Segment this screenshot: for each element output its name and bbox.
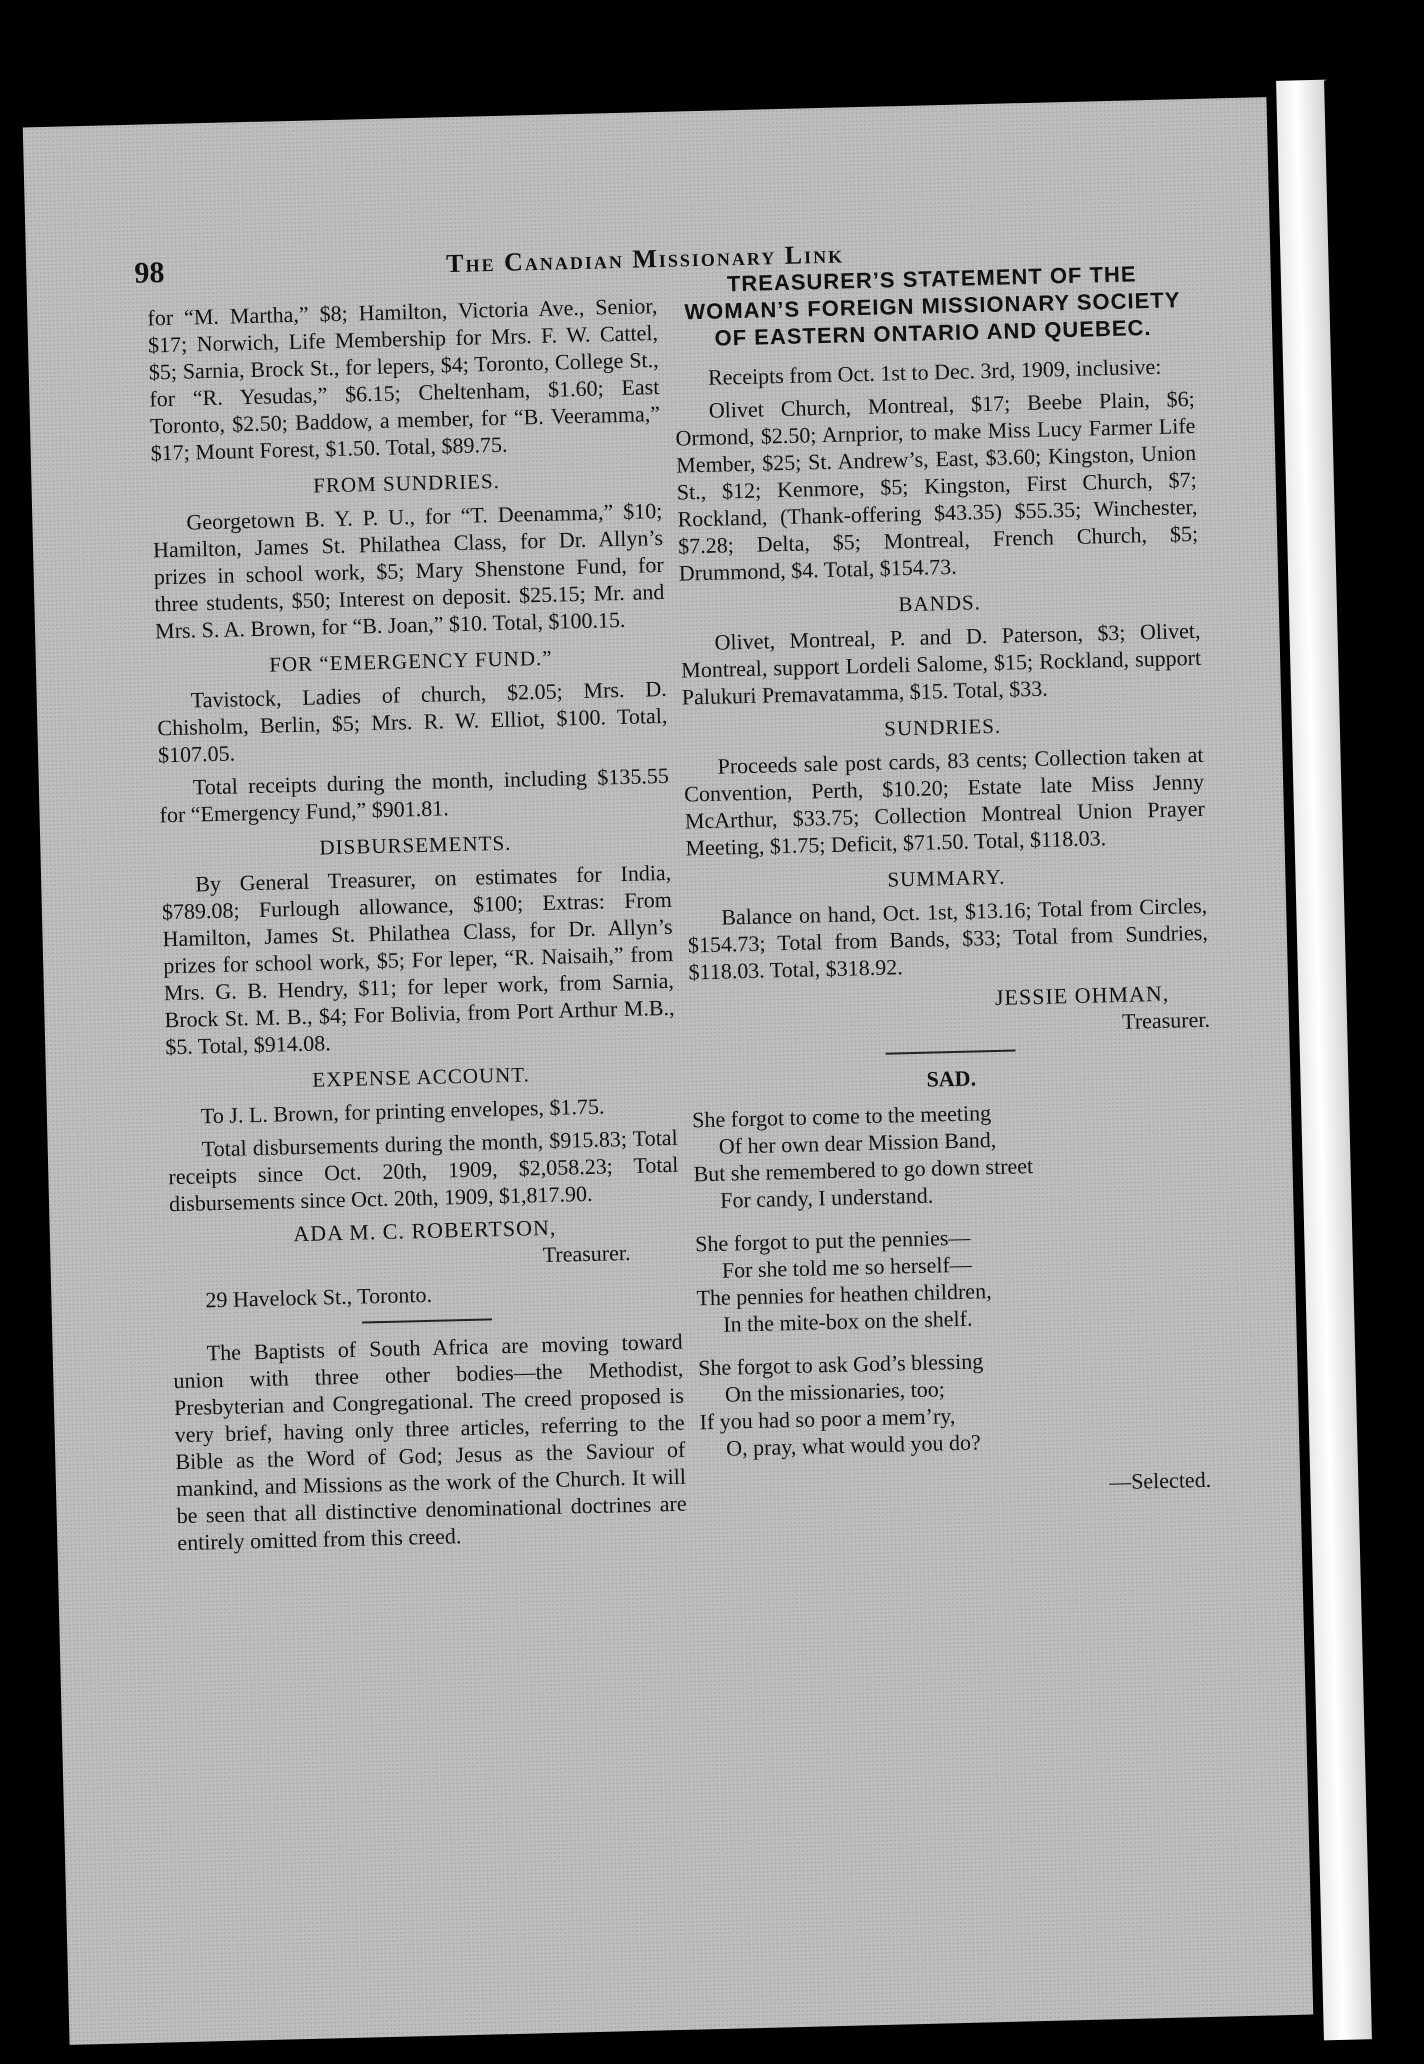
heading-bands: BANDS.	[898, 590, 982, 617]
heading-sundries: SUNDRIES.	[883, 713, 1002, 741]
poem-line: On the missionaries, too;	[724, 1376, 946, 1407]
signature-robertson: ADA M. C. ROBERTSON,	[292, 1214, 557, 1247]
poem-stanza-2	[695, 1218, 1217, 1339]
address: 29 Havelock St., Toronto.	[205, 1281, 433, 1313]
paragraph-disbursements: By General Treasurer, on estimates for India, $789.08; Furlough allowance, $100; Extras: From Hamilton, James St. Philathea Class, for Dr. Allyn’s prizes for school work, $5; For leper, “R. Naisaih,” from Mrs. G. B. Hendry, $11; for leper work, from Sarnia, Brock St. M. B., $4; For Bolivia, from Port Arthur M.B., $5. Total, $914.08.	[161, 859, 675, 1060]
poem-title: SAD.	[926, 1065, 977, 1092]
paragraph-expense: To J. L. Brown, for printing envelopes, $1.75.	[200, 1093, 605, 1129]
signature-title-left: Treasurer.	[542, 1239, 631, 1268]
poem-credit: —Selected.	[1108, 1466, 1212, 1495]
heading-summary: SUMMARY.	[887, 864, 1006, 892]
statement-title: TREASURER’S STATEMENT OF THE WOMAN’S FOREIGN MISSIONARY SOCIETY OF EASTERN ONTARIO AND QUEBEC.	[684, 261, 1181, 351]
poem-line: She forgot to ask God’s blessing	[697, 1348, 984, 1381]
poem-line: For she told me so herself—	[721, 1251, 973, 1283]
heading-expense-account: EXPENSE ACCOUNT.	[312, 1062, 531, 1092]
divider-rule-right	[886, 1050, 1016, 1055]
paragraph-emergency: Tavistock, Ladies of church, $2.05; Mrs. D. Chisholm, Berlin, $5; Mrs. R. W. Elliot, $100. Total, $107.05.	[157, 675, 668, 768]
poem-stanza-1	[692, 1094, 1214, 1215]
paragraph-receipts-period: Receipts from Oct. 1st to Dec. 3rd, 1909, inclusive:	[707, 353, 1162, 390]
paragraph-churches: Olivet Church, Montreal, $17; Beebe Plain, $6; Ormond, $2.50; Arnprior, to make Miss Lucy Farmer Life Member, $25; St. Andrew’s, East, $3.60; Kingston, Union St., $12; Kenmore, $5; Kingston, First Church, $7; Rockland, (Thank-offering $43.35) $55.35; Winchester, $7.28; Delta, $5; Montreal, French Church, $5; Drummond, $4. Total, $154.73.	[675, 385, 1199, 586]
poem-line: But she remembered to go down street	[693, 1153, 1034, 1187]
poem-line: If you had so poor a mem’ry,	[699, 1403, 956, 1435]
signature-title-right: Treasurer.	[1121, 1006, 1211, 1034]
paragraph-bands: Olivet, Montreal, P. and D. Paterson, $3; Olivet, Montreal, support Lordeli Salome, $15; Rockland, support Palukuri Premavatamma, $15. Total, $33.	[680, 617, 1202, 710]
paragraph-baptists: The Baptists of South Africa are moving toward union with three other bodies—the Methodist, Presbyterian and Congregational. The creed proposed is very brief, having only three articles, referring to the Bible as the Word of God; Jesus as the Saviour of mankind, and Missions as the work of the Church. It will be seen that all distinctive denominational doctrines are entirely omitted from this creed.	[173, 1328, 687, 1556]
poem-line: The pennies for heathen children,	[696, 1278, 992, 1311]
paragraph-sundries-right: Proceeds sale post cards, 83 cents; Collection taken at Convention, Perth, $10.20; Estate late Miss Jenny McArthur, $33.75; Collection Montreal Union Prayer Meeting, $1.75; Deficit, $71.50. Total, $118.03.	[683, 741, 1206, 861]
poem-line: She forgot to put the pennies—	[694, 1224, 971, 1257]
right-column	[671, 259, 1221, 1505]
page-number: 98	[133, 256, 165, 290]
heading-from-sundries: FROM SUNDRIES.	[312, 468, 501, 498]
divider-rule	[362, 1318, 492, 1323]
heading-disbursements: DISBURSEMENTS.	[319, 830, 512, 860]
paragraph-total-receipts: Total receipts during the month, including $135.55 for “Emergency Fund,” $901.81.	[159, 762, 670, 828]
poem-stanza-3	[698, 1342, 1220, 1463]
paragraph-total-disbursements: Total disbursements during the month, $915.83; Total receipts since Oct. 20th, 1909, $2,058.23; Total disbursements since Oct. 20th, 1909, $1,817.90.	[168, 1124, 679, 1217]
poem-line: Of her own dear Mission Band,	[718, 1127, 997, 1159]
left-column	[147, 292, 688, 1562]
paragraph-circles: for “M. Martha,” $8; Hamilton, Victoria Ave., Senior, $17; Norwich, Life Membership for Mrs. F. W. Cattel, $5; Sarnia, Brock St., for lepers, $4; Toronto, College St., for “R. Yesudas,” $6.15; Cheltenham, $1.60; East Toronto, $2.50; Baddow, a member, for “B. Veeramma,” $17; Mount Forest, $1.50. Total, $89.75.	[147, 293, 661, 466]
paragraph-sundries: Georgetown B. Y. P. U., for “T. Deenamma,” $10; Hamilton, James St. Philathea Class, for Dr. Allyn’s prizes in school work, $5; Mary Shenstone Fund, for three students, $50; Interest on deposit. $25.15; Mr. and Mrs. S. A. Brown, for “B. Joan,” $10. Total, $100.15.	[152, 497, 665, 644]
poem-line: O, pray, what would you do?	[725, 1429, 982, 1461]
poem-line: For candy, I understand.	[719, 1182, 934, 1213]
signature-ohman: JESSIE OHMAN,	[994, 980, 1170, 1010]
poem-line: She forgot to come to the meeting	[691, 1100, 992, 1133]
poem-line: In the mite-box on the shelf.	[722, 1305, 973, 1337]
running-head: The Canadian Missionary Link	[445, 239, 845, 279]
heading-emergency-fund: FOR “EMERGENCY FUND.”	[269, 645, 553, 677]
scanned-page	[23, 97, 1313, 2045]
paragraph-summary: Balance on hand, Oct. 1st, $13.16; Total from Circles, $154.73; Total from Bands, $33; Total from Sundries, $118.03. Total, $318.92.	[687, 892, 1209, 985]
